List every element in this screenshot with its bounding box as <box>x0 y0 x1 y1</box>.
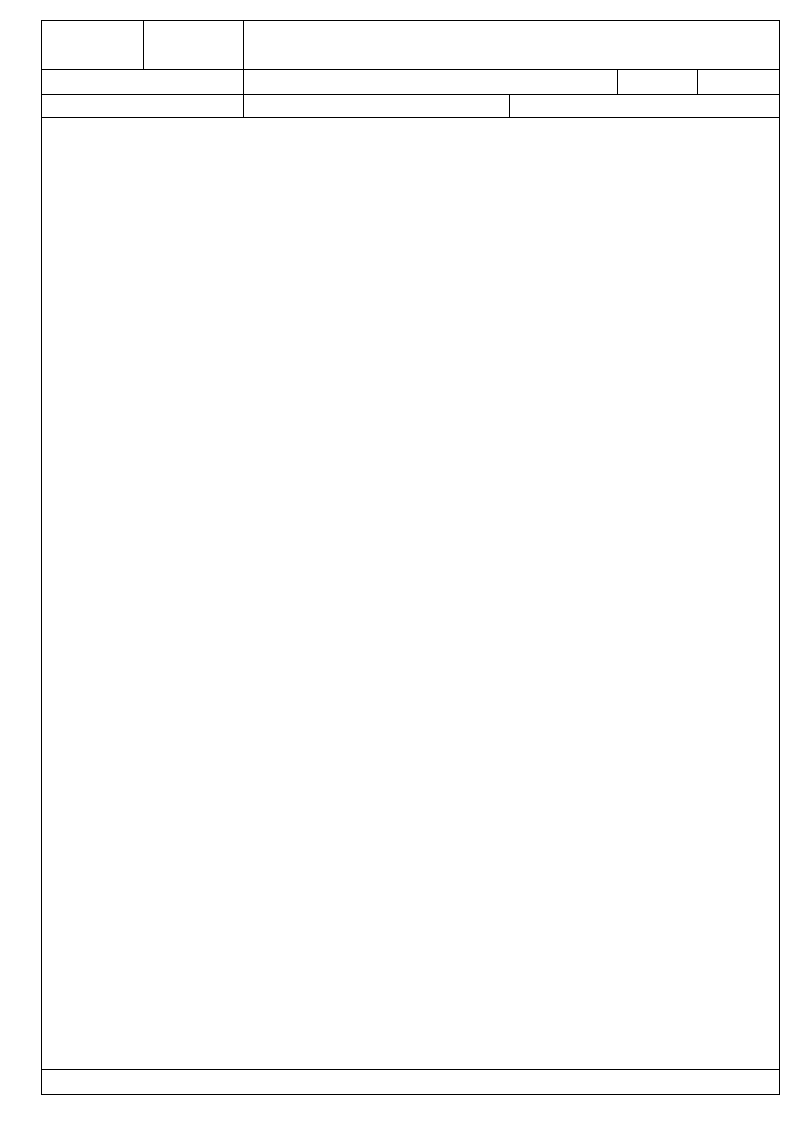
divider <box>143 20 144 69</box>
divider <box>243 20 244 117</box>
divider <box>41 69 780 70</box>
divider <box>509 94 510 117</box>
divider <box>697 69 698 94</box>
divider <box>41 94 780 95</box>
divider <box>617 69 618 94</box>
divider <box>41 117 780 118</box>
divider <box>41 1069 780 1070</box>
scorecard-frame <box>41 20 780 1095</box>
